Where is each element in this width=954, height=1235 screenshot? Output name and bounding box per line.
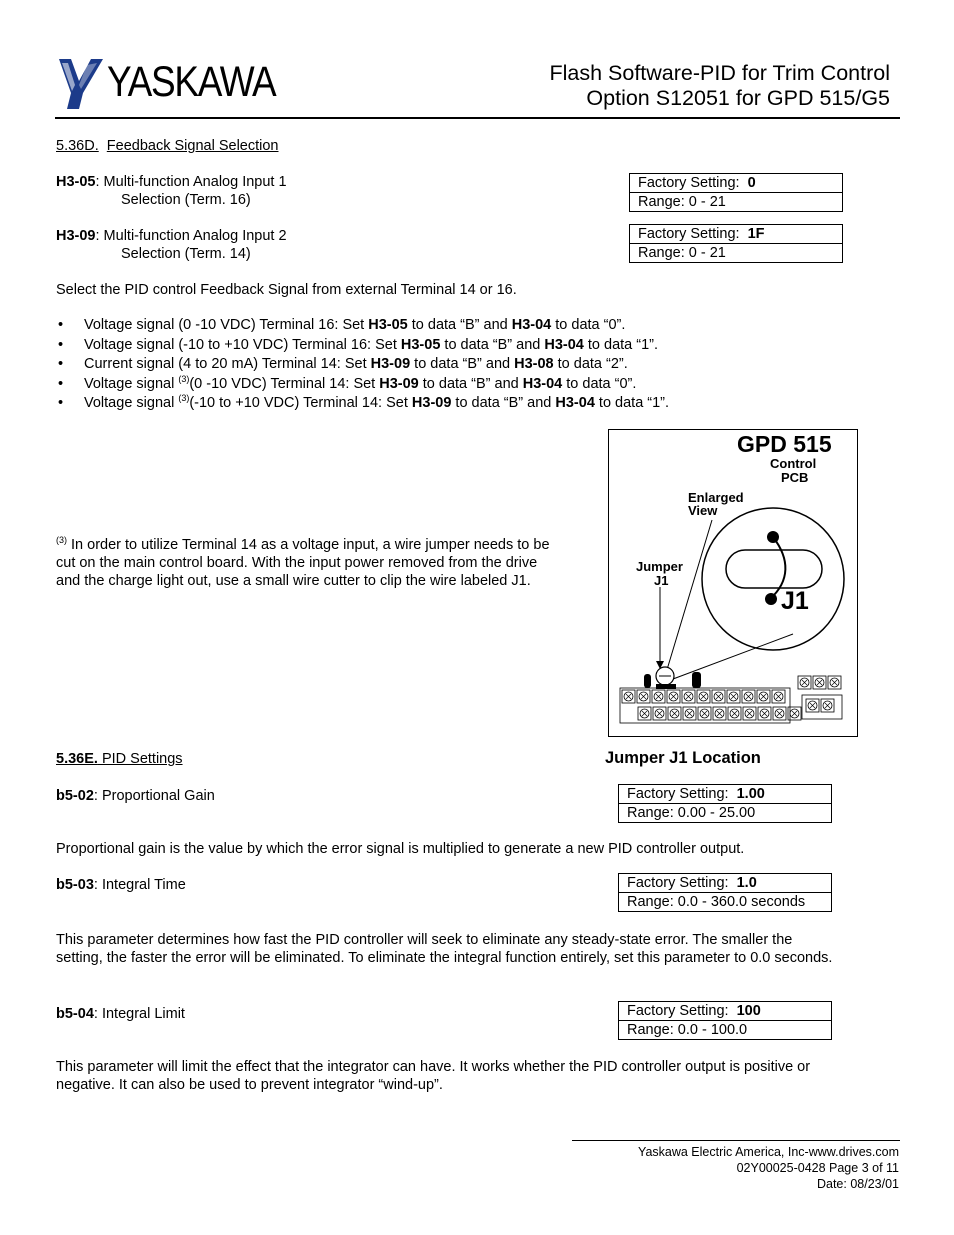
footer-company: Yaskawa Electric America, Inc-www.drives.com [638, 1145, 899, 1159]
section-heading-536e: 5.36E. PID Settings [56, 751, 183, 767]
figure-control-label: Control [770, 456, 817, 471]
feedback-options-list [56, 316, 669, 414]
param-h3-05: H3-05: Multi-function Analog Input 1 Selection (Term. 16) [56, 174, 287, 208]
list-item: • Current signal (4 to 20 mA) Terminal 14: Set H3-09 to data “B” and H3-08 to data “2”. [56, 355, 669, 375]
jumper-end-top [767, 531, 779, 543]
footer-date: Date: 08/23/01 [816, 1177, 899, 1191]
feedback-intro: Select the PID control Feedback Signal from external Terminal 14 or 16. [56, 282, 517, 298]
desc-b5-03: This parameter determines how fast the PID controller will seek to eliminate any steady-state error. The smaller the setting, the faster the error will be eliminated. To eliminate the integral function entirely, set this parameter to 0.0 seconds. [56, 932, 833, 966]
board-capacitor [644, 674, 651, 688]
footer-page: 02Y00025-0428 Page 3 of 11 [736, 1161, 899, 1175]
setting-box-b5-04: Factory Setting: 100 Range: 0.0 - 100.0 [618, 1001, 832, 1040]
param-b5-03: b5-03: Integral Time [56, 877, 186, 893]
setting-box-h3-05: Factory Setting: 0 Range: 0 - 21 [629, 173, 843, 212]
jumper-end-bottom [765, 593, 777, 605]
figure-view-label: View [688, 503, 718, 518]
param-b5-04: b5-04: Integral Limit [56, 1006, 185, 1022]
figure-title: GPD 515 [737, 431, 832, 457]
list-item: • Voltage signal $^{(3)}$(-10 to +10 VDC) Terminal 14: Set H3-09 to data “B” and H3-04 to data “1”. [56, 394, 669, 414]
param-b5-02: b5-02: Proportional Gain [56, 788, 215, 804]
logo-wordmark: YASKAWA [107, 58, 276, 106]
title-line-1: Flash Software-PID for Trim Control [549, 61, 890, 85]
footnote-3: $^{(3)}$ In order to utilize Terminal 14 as a voltage input, a wire jumper needs to be cut on the main control board. With the input power removed from the drive and the charge light out, use a small wire cutter to clip the wire labeled J1. [56, 535, 550, 589]
figure-pcb-label: PCB [781, 470, 809, 485]
jumper-figure [605, 429, 858, 767]
setting-box-b5-03: Factory Setting: 1.0 Range: 0.0 - 360.0 seconds [618, 873, 832, 912]
header-rule [55, 117, 900, 119]
footer-rule [572, 1140, 900, 1141]
figure-jumper-label: Jumper [636, 559, 683, 574]
list-item: • Voltage signal (0 -10 VDC) Terminal 16: Set H3-05 to data “B” and H3-04 to data “0”. [56, 316, 669, 336]
jumper-slot [726, 550, 822, 588]
yaskawa-emblem-icon [57, 55, 107, 113]
figure-j1-small-label: J1 [654, 573, 669, 588]
list-item: • Voltage signal $^{(3)}$(0 -10 VDC) Terminal 14: Set H3-09 to data “B” and H3-04 to data “0”. [56, 375, 669, 395]
title-line-2: Option S12051 for GPD 515/G5 [586, 86, 890, 110]
section-heading-536d: 5.36D. Feedback Signal Selection [56, 138, 279, 154]
setting-box-h3-09: Factory Setting: 1F Range: 0 - 21 [629, 224, 843, 263]
board-capacitor [692, 672, 701, 688]
list-item: • Voltage signal (-10 to +10 VDC) Terminal 16: Set H3-05 to data “B” and H3-04 to data “1”. [56, 336, 669, 356]
figure-j1-large-label: J1 [781, 587, 809, 615]
setting-box-b5-02: Factory Setting: 1.00 Range: 0.00 - 25.00 [618, 784, 832, 823]
company-logo [57, 55, 307, 113]
desc-b5-02: Proportional gain is the value by which the error signal is multiplied to generate a new PID controller output. [56, 841, 745, 857]
figure-enlarged-label: Enlarged [688, 490, 744, 505]
figure-caption: Jumper J1 Location [605, 749, 761, 767]
document-title [549, 61, 890, 111]
page-footer [638, 1144, 899, 1192]
pcb-diagram [608, 429, 858, 737]
desc-b5-04: This parameter will limit the effect that the integrator can have. It works whether the PID controller output is positive or negative. It can also be used to prevent integrator “wind-up”. [56, 1059, 811, 1093]
param-h3-09: H3-09: Multi-function Analog Input 2 Selection (Term. 14) [56, 228, 287, 262]
